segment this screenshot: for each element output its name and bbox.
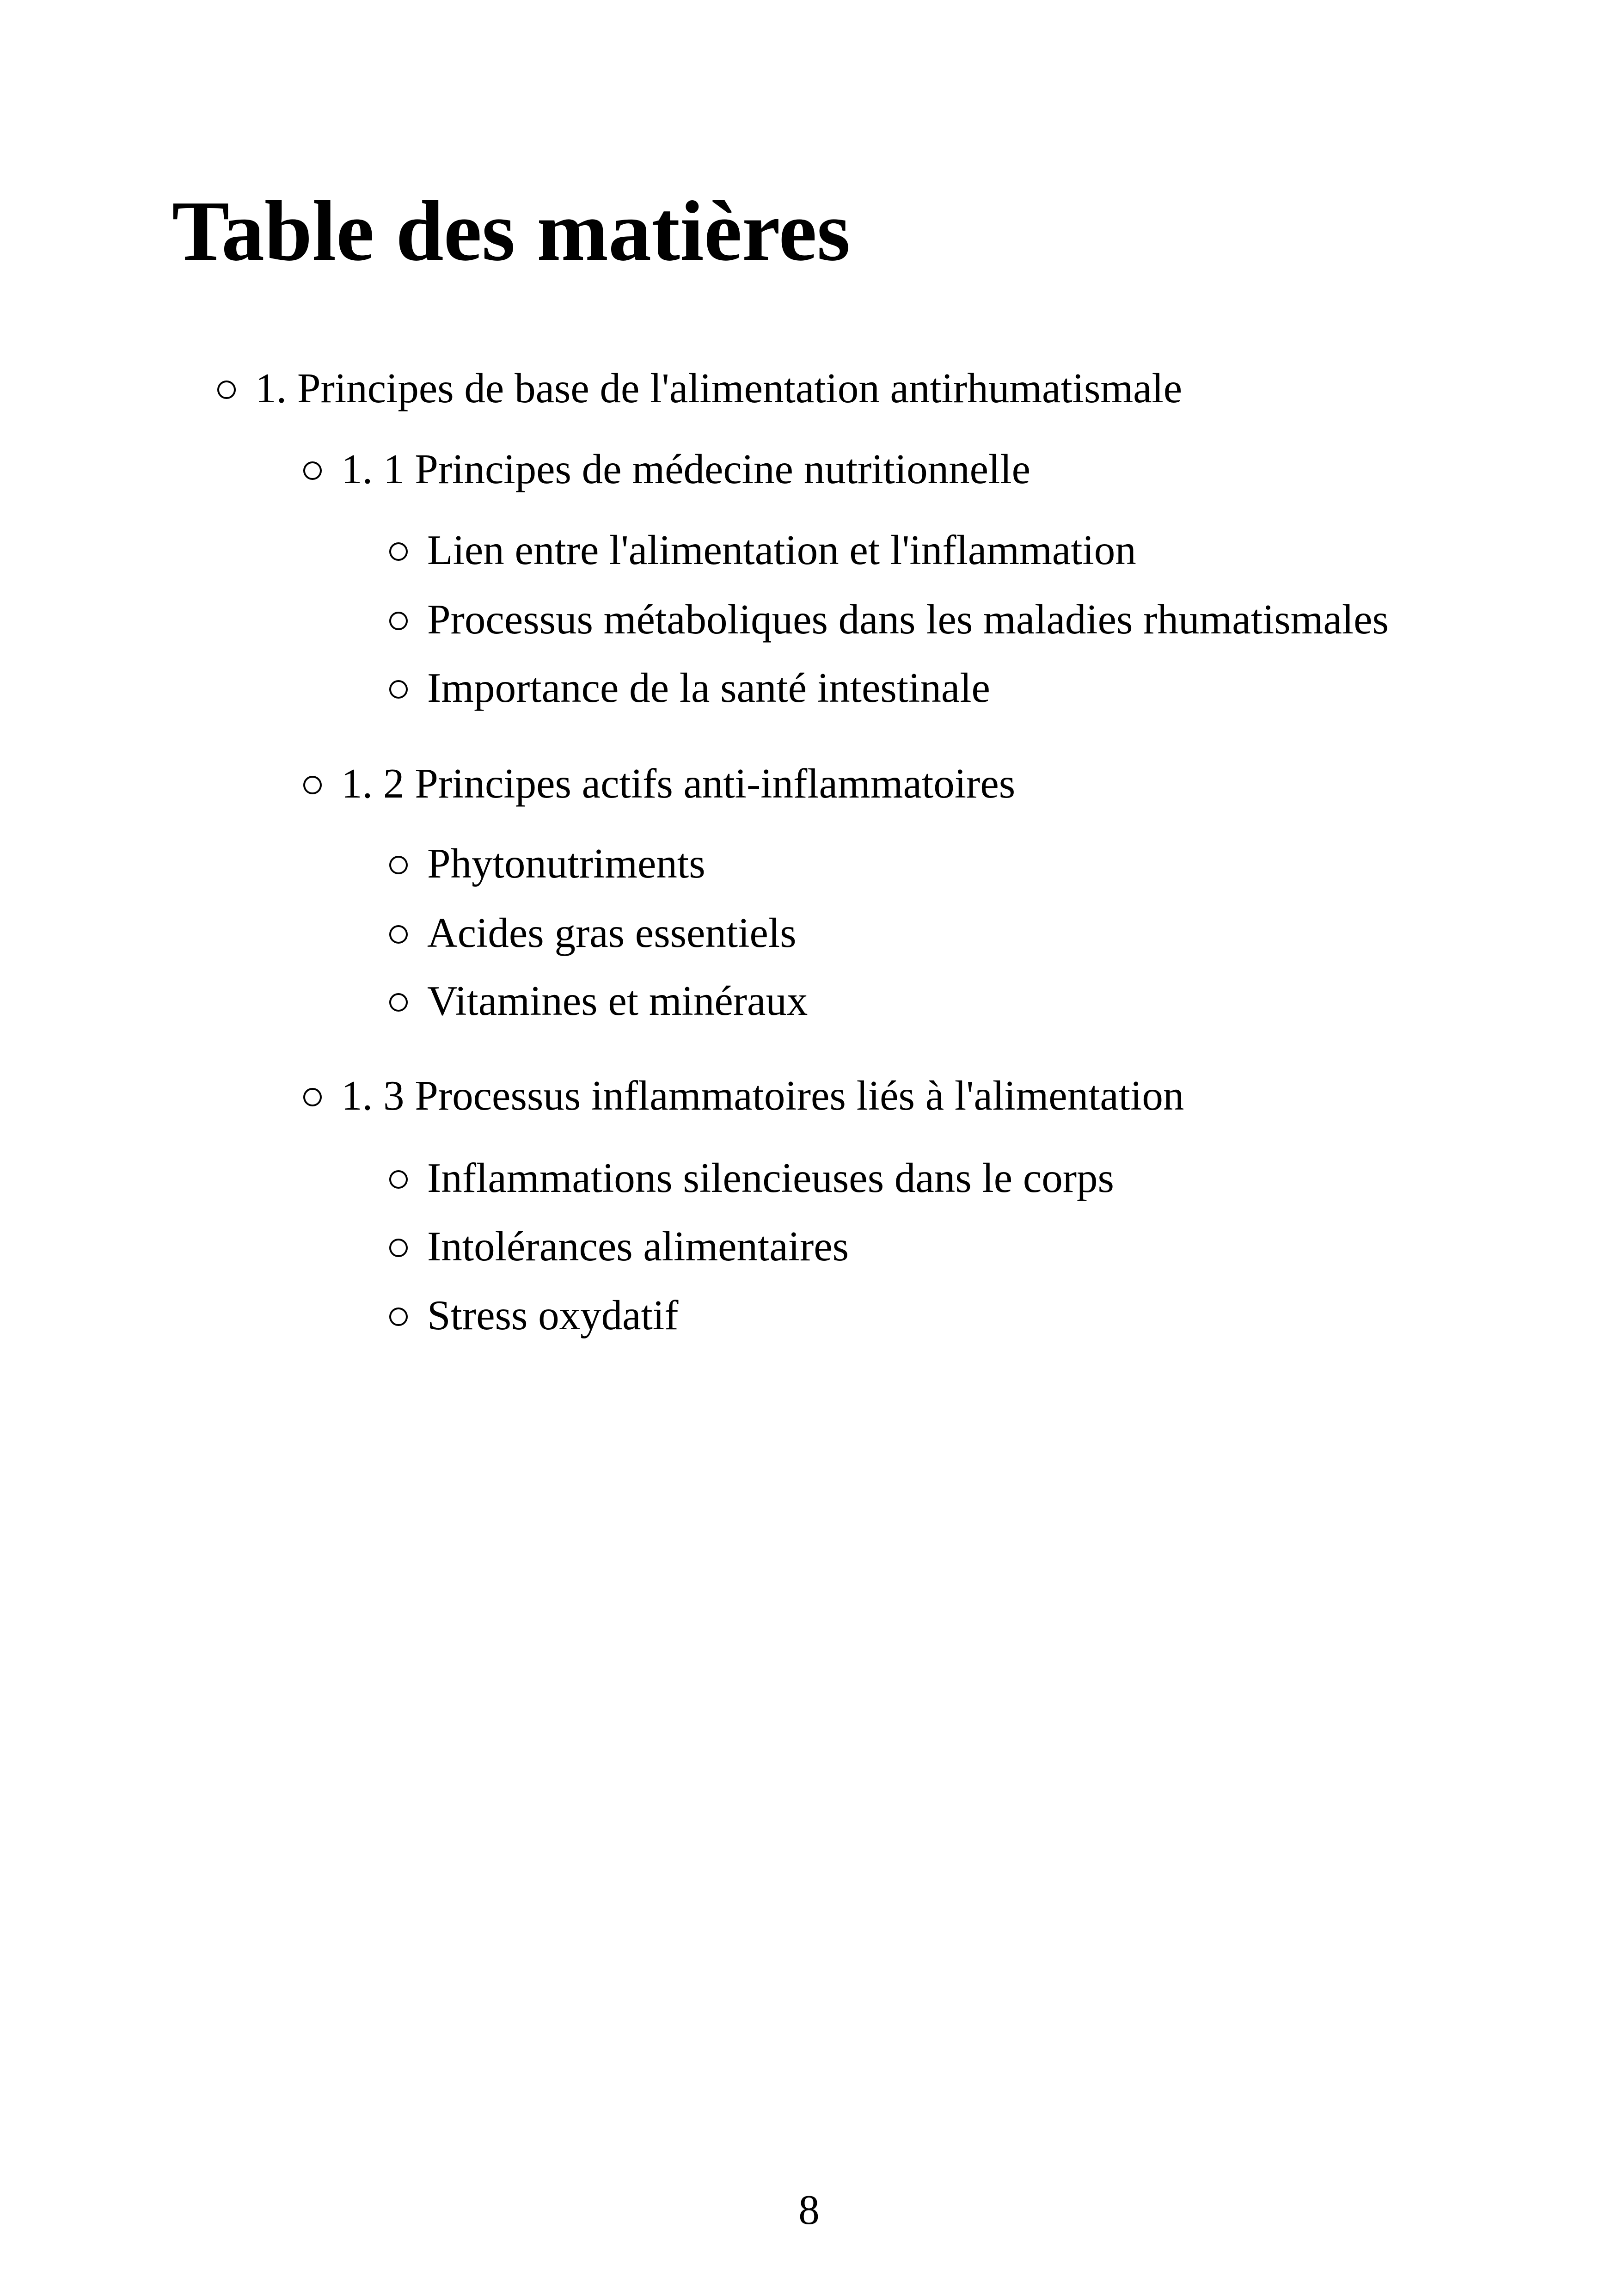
toc-subsection-1-1[interactable] (303, 442, 1030, 497)
toc-subsection-1-3[interactable] (303, 1068, 1184, 1123)
circle-bullet-icon (217, 381, 236, 399)
toc-item[interactable] (389, 1219, 849, 1274)
toc-subsection-1-2[interactable] (303, 756, 1015, 811)
toc-item[interactable] (389, 905, 797, 961)
toc-item-label: Importance de la santé intestinale (427, 664, 990, 711)
toc-item[interactable] (389, 1150, 1114, 1206)
page-title: Table des matières (172, 184, 851, 279)
circle-bullet-icon (389, 612, 408, 630)
toc-subsection-label: 1. 1 Principes de médecine nutritionnelle (341, 446, 1030, 492)
toc-item-label: Vitamines et minéraux (427, 977, 808, 1024)
toc-item-label: Processus métaboliques dans les maladies rhumatismales (427, 596, 1389, 643)
circle-bullet-icon (389, 542, 408, 561)
toc-item-label: Inflammations silencieuses dans le corps (427, 1154, 1114, 1201)
toc-item[interactable] (389, 973, 808, 1029)
toc-section-1[interactable] (217, 361, 1182, 416)
toc-item-label: Phytonutriments (427, 840, 705, 887)
toc-item-label: Lien entre l'alimentation et l'inflammation (427, 527, 1136, 573)
toc-item-label: Intolérances alimentaires (427, 1223, 849, 1270)
toc-item-label: Acides gras essentiels (427, 909, 797, 956)
toc-item[interactable] (389, 592, 1389, 647)
circle-bullet-icon (389, 925, 408, 944)
circle-bullet-icon (389, 680, 408, 699)
circle-bullet-icon (303, 461, 322, 480)
toc-item-label: Stress oxydatif (427, 1292, 679, 1338)
circle-bullet-icon (303, 1088, 322, 1106)
circle-bullet-icon (389, 1308, 408, 1326)
toc-item[interactable] (389, 836, 705, 891)
circle-bullet-icon (389, 1239, 408, 1257)
toc-subsection-label: 1. 2 Principes actifs anti-inflammatoires (341, 760, 1016, 807)
circle-bullet-icon (389, 1170, 408, 1189)
toc-item[interactable] (389, 1288, 678, 1343)
toc-section-1-label: 1. Principes de base de l'alimentation antirhumatismale (255, 365, 1183, 411)
circle-bullet-icon (303, 776, 322, 794)
toc-subsection-label: 1. 3 Processus inflammatoires liés à l'alimentation (341, 1072, 1184, 1119)
toc-item[interactable] (389, 522, 1136, 578)
page-number: 8 (798, 2186, 820, 2233)
circle-bullet-icon (389, 993, 408, 1012)
circle-bullet-icon (389, 856, 408, 874)
toc-item[interactable] (389, 660, 990, 716)
